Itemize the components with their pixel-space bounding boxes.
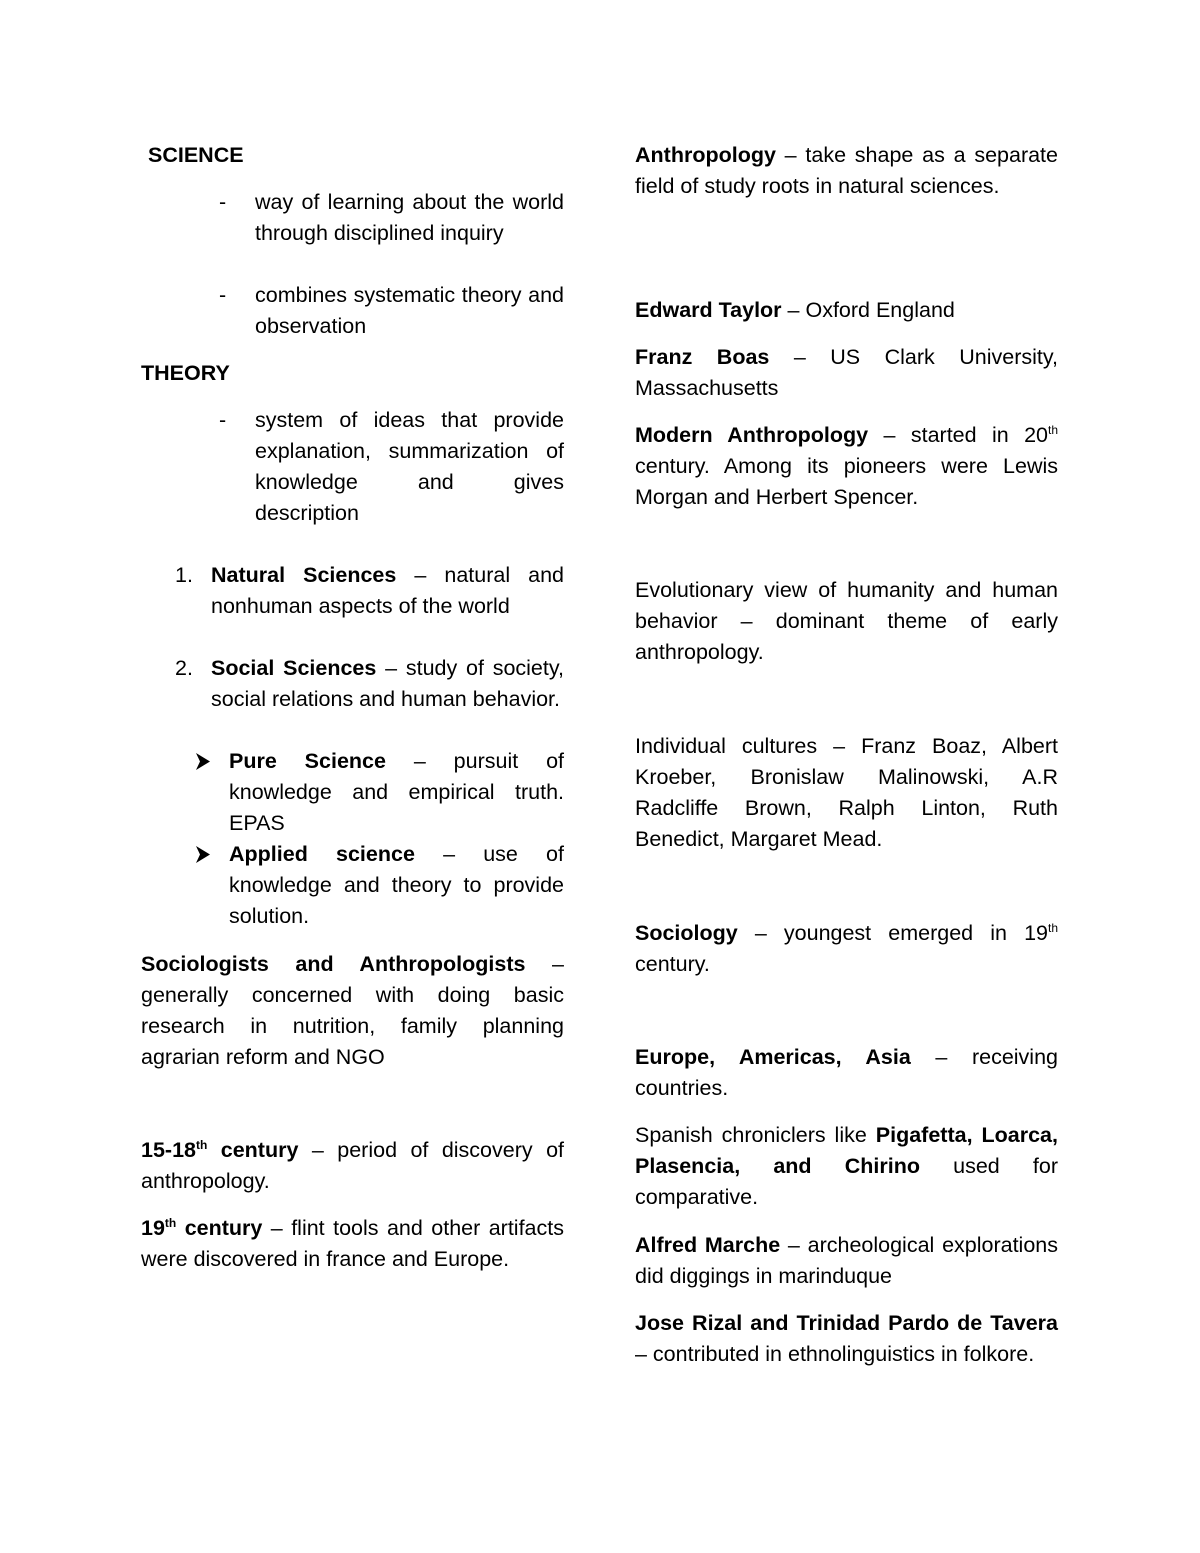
theory-heading: THEORY (141, 361, 230, 385)
anthropology-paragraph: Anthropology – take shape as a separate field of study roots in natural sciences. (635, 143, 1058, 198)
science-heading: SCIENCE (148, 143, 244, 167)
spanish-chroniclers-paragraph: Spanish chroniclers like Pigafetta, Loarca, Plasencia, and Chirino used for comparative. (635, 1123, 1058, 1209)
theory-def-1: - system of ideas that provide explanation, summarization of knowledge and gives description (255, 405, 564, 529)
sociology-paragraph: Sociology – youngest emerged in 19th century. (635, 921, 1058, 976)
dash-bullet: - (219, 408, 227, 432)
dash-bullet: - (219, 283, 227, 307)
century-15-18-paragraph: 15-18th century – period of discovery of anthropology. (141, 1138, 565, 1193)
alfred-marche-paragraph: Alfred Marche – archeological explorations did diggings in marinduque (635, 1233, 1058, 1288)
arrow-bullet-icon (193, 746, 213, 777)
sub-item-applied-science: Applied science – use of knowledge and theory to provide solution. (229, 839, 564, 932)
individual-cultures-paragraph: Individual cultures – Franz Boaz, Albert Kroeber, Bronislaw Malinowski, A.R Radcliffe Brown, Ralph Linton, Ruth Benedict, Margaret Mead. (635, 734, 1058, 851)
numbered-item-natural-sciences: 1. Natural Sciences – natural and nonhuman aspects of the world (175, 563, 564, 618)
dash-bullet: - (219, 190, 227, 214)
sociologists-paragraph: Sociologists and Anthropologists – generally concerned with doing basic research in nutrition, family planning agrarian reform and NGO (141, 952, 565, 1069)
modern-anthropology-paragraph: Modern Anthropology – started in 20th century. Among its pioneers were Lewis Morgan and Herbert Spencer. (635, 423, 1058, 509)
rizal-paragraph: Jose Rizal and Trinidad Pardo de Tavera – contributed in ethnolinguistics in folkore. (635, 1311, 1058, 1366)
science-def-1: - way of learning about the world through disciplined inquiry (255, 187, 564, 249)
evolutionary-view-paragraph: Evolutionary view of humanity and human behavior – dominant theme of early anthropology. (635, 578, 1058, 664)
franz-boas-paragraph: Franz Boas – US Clark University, Massachusetts (635, 345, 1058, 400)
science-def-2: - combines systematic theory and observation (255, 280, 564, 342)
receiving-countries-paragraph: Europe, Americas, Asia – receiving countries. (635, 1045, 1059, 1100)
numbered-item-social-sciences: 2. Social Sciences – study of society, social relations and human behavior. (175, 656, 564, 711)
arrow-bullet-icon (193, 839, 213, 870)
sub-item-pure-science: Pure Science – pursuit of knowledge and empirical truth. EPAS (229, 746, 564, 839)
century-19-paragraph: 19th century – flint tools and other artifacts were discovered in france and Europe. (141, 1216, 564, 1271)
edward-taylor-paragraph: Edward Taylor – Oxford England (635, 298, 955, 322)
